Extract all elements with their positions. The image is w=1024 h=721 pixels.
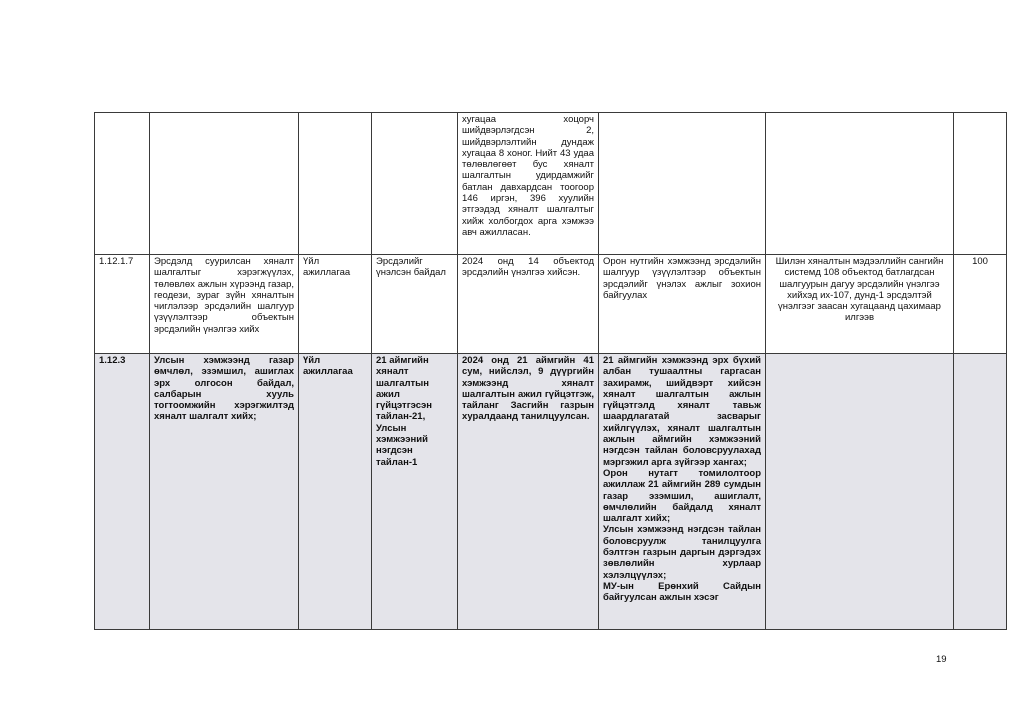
cell-type: Үйл ажиллагаа	[299, 255, 372, 354]
cell-indicator: 21 аймгийн хяналт шалгалтын ажил гүйцэтгэсэн тайлан-21, Улсын хэмжээний нэгдсэн тайлан-1	[372, 354, 458, 630]
cell-indicator	[372, 113, 458, 255]
cell-activity	[150, 113, 299, 255]
cell-score	[954, 354, 1007, 630]
cell-id: 1.12.3	[95, 354, 150, 630]
page-number: 19	[936, 654, 947, 665]
table-row	[95, 113, 1007, 255]
cell-id: 1.12.1.7	[95, 255, 150, 354]
cell-id	[95, 113, 150, 255]
table-row	[95, 255, 1007, 354]
cell-responsible	[599, 354, 766, 630]
cell-activity: Улсын хэмжээнд газар өмчлөл, эзэмшил, ашиглах эрх олгосон байдал, салбарын хууль тогтоомжийн хэрэгжилтэд хяналт шалгалт хийх;	[150, 354, 299, 630]
cell-responsible: Орон нутгийн хэмжээнд эрсдэлийн шалгуур үзүүлэлтээр объектын эрсдэлийг үнэлэх ажлыг зохион байгуулах	[599, 255, 766, 354]
cell-indicator: Эрсдэлийг үнэлсэн байдал	[372, 255, 458, 354]
table-row	[95, 354, 1007, 630]
report-table	[94, 112, 1007, 630]
cell-activity: Эрсдэлд суурилсан хяналт шалгалтыг хэрэгжүүлэх, төлөвлөх ажлын хүрээнд газар, геодези, зураг зүйн хяналтын чиглэлээр эрсдэлийн шалгуур үзүүлэлтээр объектын эрсдэлийн үнэлгээ хийх	[150, 255, 299, 354]
cell-score	[954, 113, 1007, 255]
cell-evaluation	[766, 354, 954, 630]
responsible-paragraph: Улсын хэмжээнд нэгдсэн тайлан боловсруулж танилцуулга бэлтгэн газрын даргын дэргэдэх зөвлөлийн хурлаар хэлэлцүүлэх;	[603, 524, 761, 581]
cell-evaluation	[766, 113, 954, 255]
cell-responsible	[599, 113, 766, 255]
cell-evaluation: Шилэн хяналтын мэдээллийн сангийн системд 108 объектод батлагдсан шалгуурын дагуу эрсдэлийн үнэлгээ хийхэд их-107, дунд-1 эрсдэлтэй үнэлгээг заасан хугацаанд цахимаар илгээв	[766, 255, 954, 354]
cell-type	[299, 113, 372, 255]
responsible-paragraph: 21 аймгийн хэмжээнд эрх бүхий албан тушаалтны гаргасан захирамж, шийдвэрт хийсэн хяналт шалгалтын ажлын гүйцэтгэлд хяналт тавьж шаардлагатай засварыг хийлгүүлэх, хяналт шалгалтын ажлын аймгийн хэмжээний нэгдсэн тайлан боловсруулахад мэргэжил арга зүйгээр хангах;	[603, 355, 761, 468]
cell-progress: 2024 онд 14 объектод эрсдэлийн үнэлгээ хийсэн.	[458, 255, 599, 354]
responsible-paragraph: Орон нутагт томилолтоор ажиллаж 21 аймгийн 289 сумдын газар эзэмшил, ашиглалт, өмчлөлийн байдалд хяналт шалгалт хийх;	[603, 467, 761, 525]
cell-progress: 2024 онд 21 аймгийн 41 сум, нийслэл, 9 дүүргийн хэмжээнд хяналт шалгалтын ажил гүйцэтгэж, тайланг Засгийн газрын хуралдаанд танилцуулсан.	[458, 354, 599, 630]
cell-type: Үйл ажиллагаа	[299, 354, 372, 630]
cell-score: 100	[954, 255, 1007, 354]
cell-progress: хугацаа хоцорч шийдвэрлэгдсэн 2, шийдвэрлэлтийн дундаж хугацаа 8 хоног. Нийт 43 удаа төлөвлөгөөт бус хяналт шалгалтын удирдамжийг батлан давхардсан тоогоор 146 иргэн, 396 хуулийн этгээдэд хяналт шалгалтыг хийж холбогдох арга хэмжээ авч ажилласан.	[458, 113, 599, 255]
responsible-paragraph: МУ-ын Ерөнхий Сайдын байгуулсан ажлын хэсэг	[603, 580, 761, 604]
